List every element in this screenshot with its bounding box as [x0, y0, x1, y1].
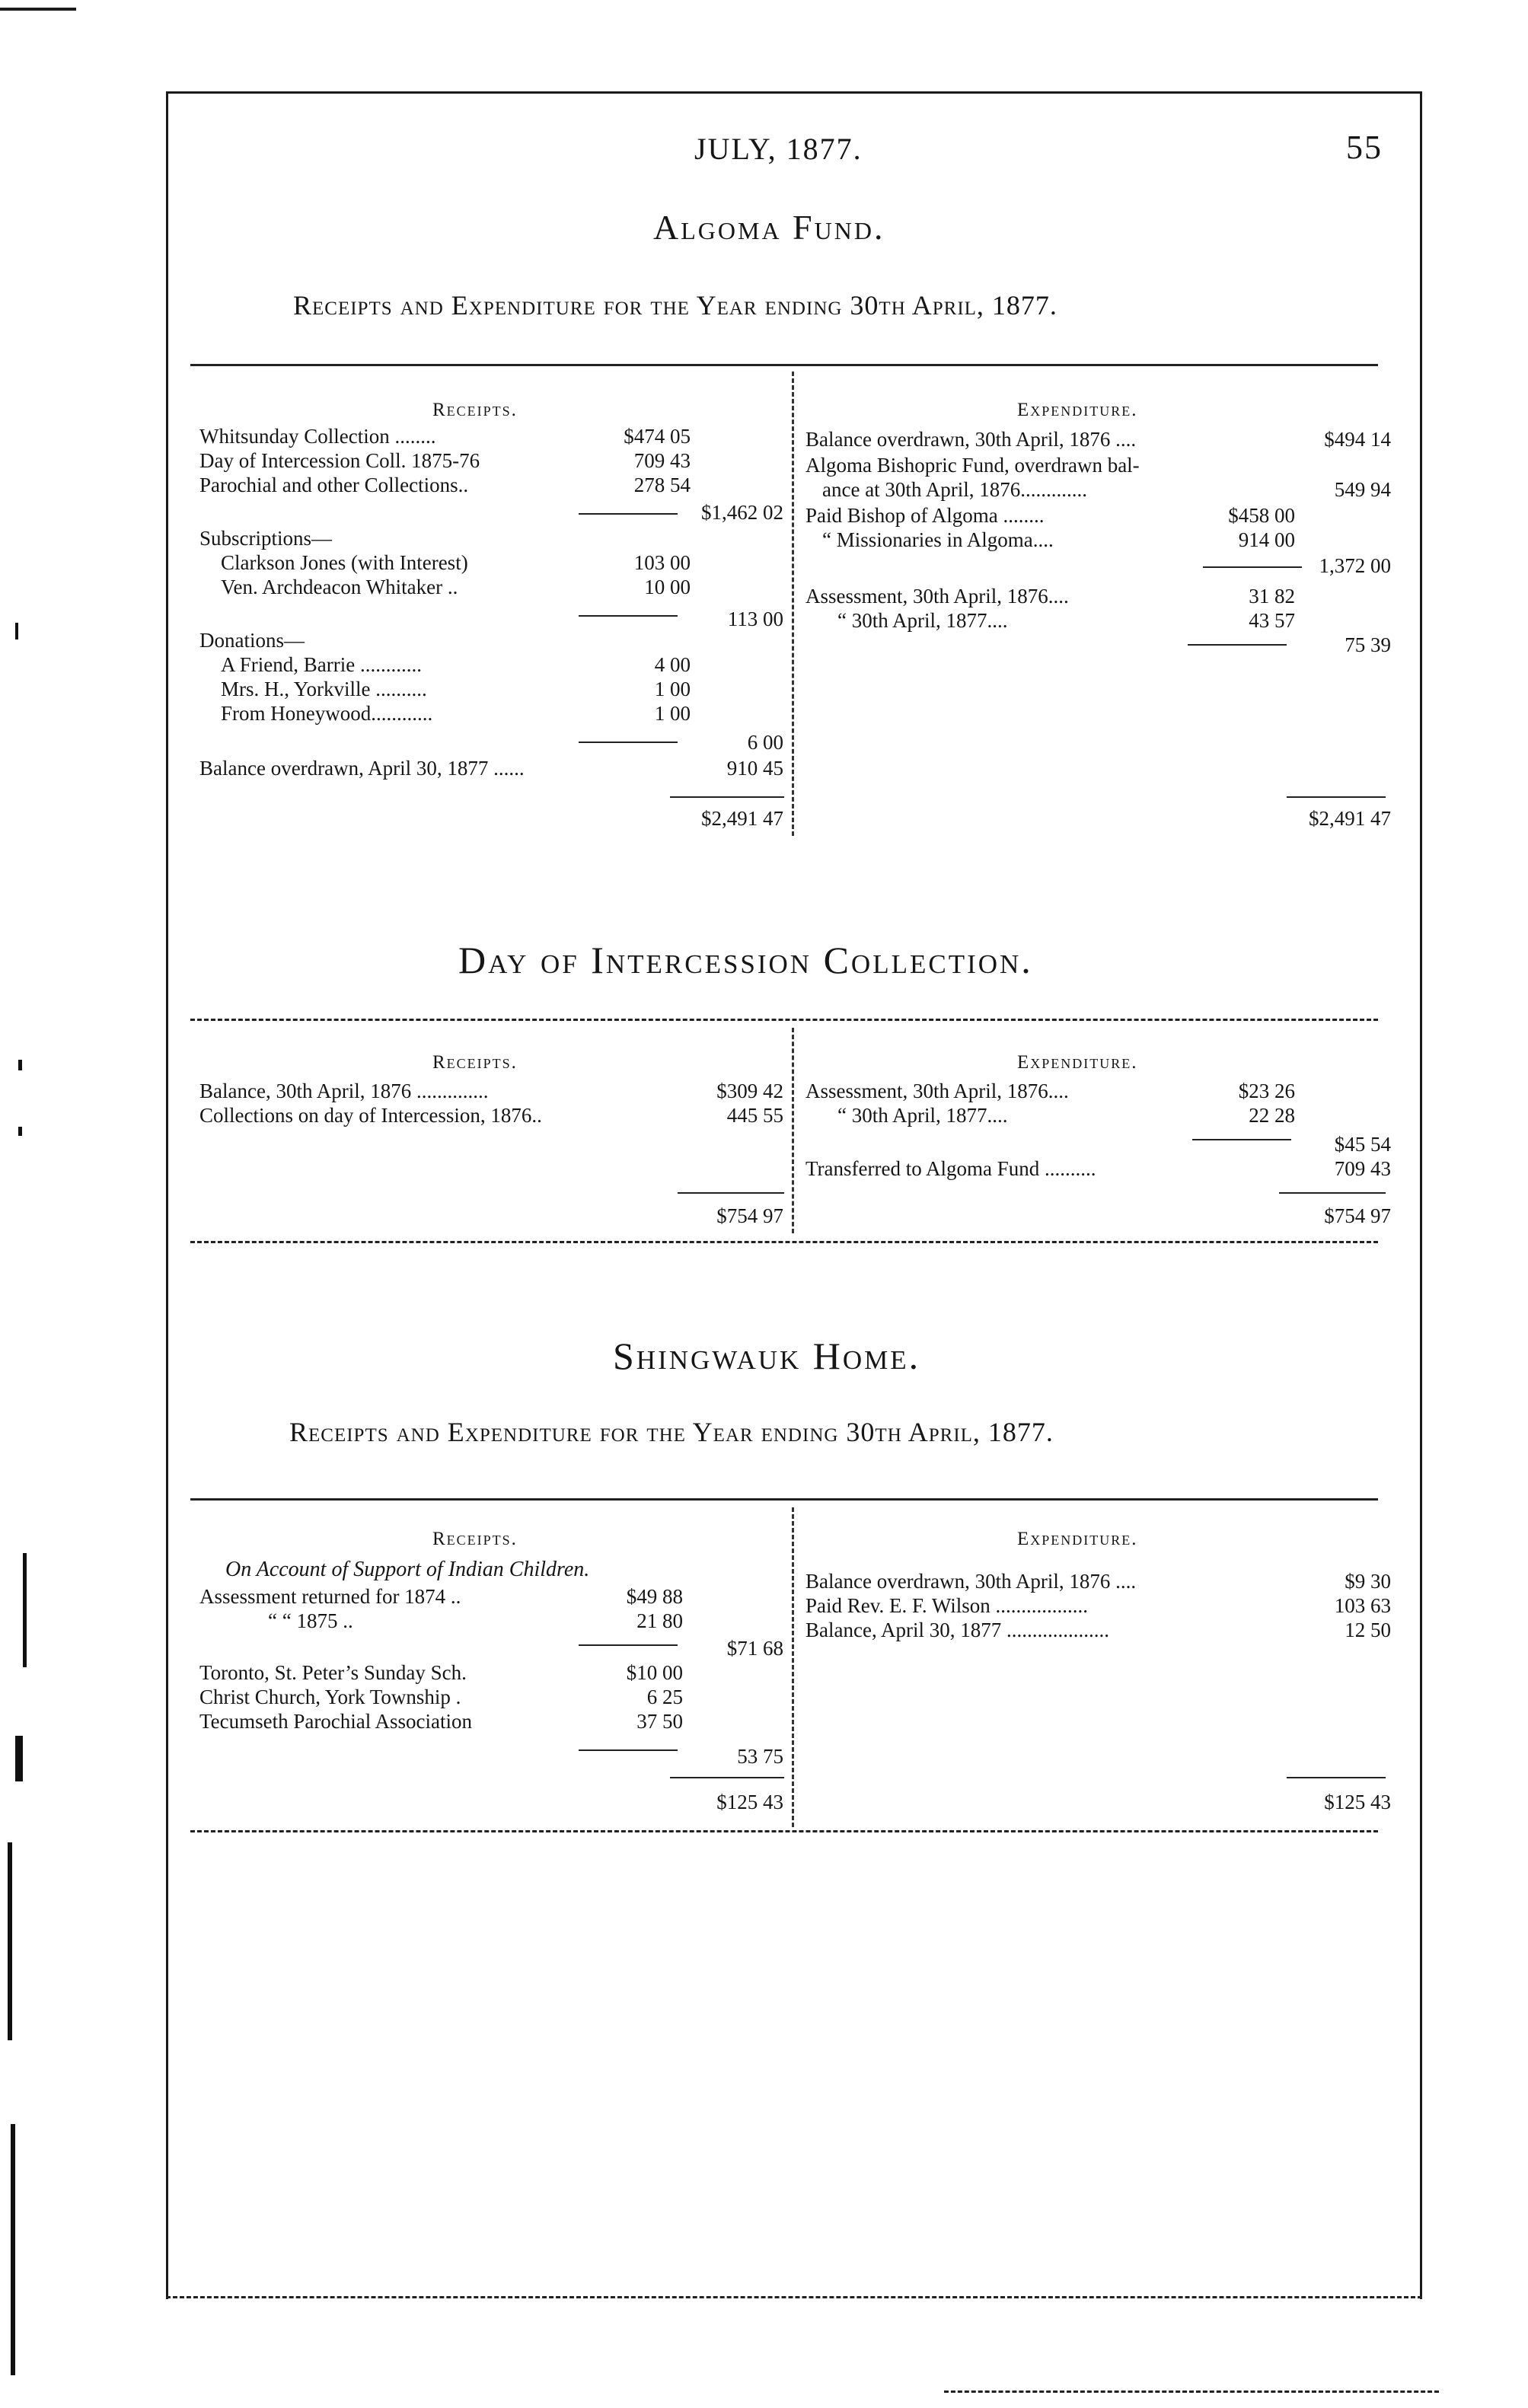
shingwauk-expenditure-amount: 12 50	[1345, 1619, 1391, 1641]
algoma-subtotal: 113 00	[727, 608, 783, 630]
shingwauk-bottom-rule	[190, 1830, 1378, 1832]
intercession-expenditure-label: Transferred to Algoma Fund ..........	[805, 1157, 1096, 1180]
subtotal-rule	[1188, 644, 1287, 646]
shingwauk-subtotal: $71 68	[726, 1637, 783, 1660]
donation-label: Mrs. H., Yorkville ..........	[221, 678, 427, 700]
total-rule	[678, 1192, 784, 1194]
algoma-subtotal: 6 00	[747, 731, 783, 754]
total-rule	[670, 796, 784, 798]
subtotal-rule	[579, 615, 678, 617]
total-rule	[670, 1777, 784, 1778]
shingwauk-receipts-total: $125 43	[716, 1791, 783, 1813]
subscription-amount: 103 00	[633, 551, 691, 574]
shingwauk-subtotal: 53 75	[737, 1745, 783, 1768]
shingwauk-expenditure-total: $125 43	[1324, 1791, 1391, 1813]
expenditure-amount: 43 57	[1249, 609, 1295, 632]
intercession-expenditure-amount: 709 43	[1334, 1157, 1391, 1180]
shingwauk-subtitle: Receipts and Expenditure for the Year ending 30th April, 1877.	[289, 1417, 1054, 1447]
frame-bottom	[166, 2296, 1422, 2298]
expenditure-amount: 31 82	[1249, 585, 1295, 608]
shingwauk-receipt-label: Tecumseth Parochial Association	[199, 1710, 473, 1733]
expenditure-label: Assessment, 30th April, 1876....	[805, 585, 1069, 608]
shingwauk-receipts-heading: Receipts.	[432, 1529, 518, 1549]
shingwauk-receipt-label: Assessment returned for 1874 ..	[199, 1585, 461, 1608]
subtotal-rule	[579, 742, 678, 743]
total-rule	[1287, 796, 1386, 798]
intercession-bottom-rule	[190, 1241, 1378, 1243]
algoma-receipt-label: Day of Intercession Coll. 1875-76	[199, 449, 480, 472]
margin-mark	[15, 623, 18, 639]
margin-mark	[8, 1842, 12, 2040]
algoma-receipt-label: Whitsunday Collection ........	[199, 425, 436, 448]
shingwauk-top-rule	[190, 1498, 1378, 1501]
shingwauk-receipt-label: Toronto, St. Peter’s Sunday Sch.	[199, 1661, 467, 1684]
intercession-receipt-label: Balance, 30th April, 1876 ..............	[199, 1080, 489, 1102]
expenditure-label: ance at 30th April, 1876.............	[822, 478, 1087, 501]
donation-label: From Honeywood............	[221, 702, 433, 725]
algoma-receipt-amount: 709 43	[633, 449, 691, 472]
algoma-receipt-amount: $474 05	[624, 425, 691, 448]
shingwauk-receipt-amount: 21 80	[636, 1609, 683, 1632]
subscription-label: Ven. Archdeacon Whitaker ..	[221, 576, 458, 598]
algoma-receipt-label: Parochial and other Collections..	[199, 474, 469, 496]
algoma-column-divider	[792, 372, 794, 836]
expenditure-label: Paid Bishop of Algoma ........	[805, 504, 1045, 527]
page-date: JULY, 1877.	[694, 132, 863, 166]
expenditure-amount: $458 00	[1228, 504, 1295, 527]
donation-amount: 1 00	[654, 678, 691, 700]
donation-amount: 1 00	[654, 702, 691, 725]
page-number: 55	[1346, 129, 1383, 166]
subtotal-rule	[579, 1644, 678, 1646]
shingwauk-receipt-amount: 37 50	[636, 1710, 683, 1733]
algoma-top-rule	[190, 364, 1378, 366]
subtotal-rule	[1203, 566, 1302, 568]
intercession-expenditure-label: Assessment, 30th April, 1876....	[805, 1080, 1069, 1102]
shingwauk-expenditure-amount: 103 63	[1334, 1594, 1391, 1617]
intercession-receipts-total: $754 97	[716, 1204, 783, 1227]
subtotal-rule	[579, 1749, 678, 1751]
intercession-expenditure-heading: Expenditure.	[1017, 1052, 1138, 1073]
subtotal-rule	[579, 513, 678, 515]
scan-edge	[944, 2390, 1439, 2393]
margin-mark	[18, 1060, 22, 1070]
intercession-expenditure-label: “ 30th April, 1877....	[837, 1104, 1008, 1127]
intercession-expenditure-subtotal: $45 54	[1334, 1133, 1391, 1156]
donation-amount: 4 00	[654, 653, 691, 676]
intercession-top-rule	[190, 1019, 1378, 1021]
expenditure-label: “ Missionaries in Algoma....	[822, 528, 1054, 551]
frame-left	[166, 91, 168, 2299]
total-rule	[1279, 1192, 1386, 1194]
algoma-title: Algoma Fund.	[653, 208, 885, 247]
shingwauk-expenditure-label: Balance overdrawn, 30th April, 1876 ....	[805, 1570, 1137, 1593]
subtotal-rule	[1192, 1139, 1291, 1140]
intercession-receipt-amount: $309 42	[716, 1080, 783, 1102]
algoma-expenditure-heading: Expenditure.	[1017, 400, 1138, 420]
shingwauk-expenditure-label: Balance, April 30, 1877 ....................	[805, 1619, 1109, 1641]
algoma-receipts-heading: Receipts.	[432, 400, 518, 420]
shingwauk-expenditure-heading: Expenditure.	[1017, 1529, 1138, 1549]
margin-mark	[11, 2124, 15, 2375]
expenditure-subtotal: 75 39	[1345, 633, 1391, 656]
algoma-receipts-total: $2,491 47	[701, 807, 783, 830]
margin-mark	[23, 1553, 27, 1667]
top-rule	[0, 8, 76, 11]
algoma-subtitle: Receipts and Expenditure for the Year ending 30th April, 1877.	[293, 290, 1057, 321]
shingwauk-receipt-label: Christ Church, York Township .	[199, 1686, 461, 1708]
shingwauk-italic-line: On Account of Support of Indian Children.	[225, 1558, 590, 1581]
total-rule	[1287, 1777, 1386, 1778]
expenditure-amount: 914 00	[1238, 528, 1295, 551]
donation-label: A Friend, Barrie ............	[221, 653, 422, 676]
expenditure-label: “ 30th April, 1877....	[837, 609, 1008, 632]
intercession-expenditure-amount: $23 26	[1238, 1080, 1295, 1102]
donations-heading: Donations—	[199, 629, 305, 652]
algoma-expenditure-total: $2,491 47	[1309, 807, 1391, 830]
expenditure-subtotal: 1,372 00	[1319, 554, 1391, 577]
subscription-amount: 10 00	[644, 576, 691, 598]
intercession-receipt-amount: 445 55	[726, 1104, 783, 1127]
subscription-label: Clarkson Jones (with Interest)	[221, 551, 468, 574]
shingwauk-expenditure-label: Paid Rev. E. F. Wilson ..................	[805, 1594, 1089, 1617]
shingwauk-receipt-amount: $10 00	[626, 1661, 683, 1684]
algoma-receipt-amount: 278 54	[633, 474, 691, 496]
expenditure-label: Algoma Bishopric Fund, overdrawn bal-	[805, 454, 1140, 477]
expenditure-amount: 549 94	[1334, 478, 1391, 501]
margin-mark	[15, 1736, 23, 1781]
subscriptions-heading: Subscriptions—	[199, 527, 333, 550]
margin-mark	[18, 1127, 22, 1136]
shingwauk-expenditure-amount: $9 30	[1345, 1570, 1391, 1593]
expenditure-amount: $494 14	[1324, 428, 1391, 451]
shingwauk-receipt-amount: $49 88	[626, 1585, 683, 1608]
frame-right	[1420, 91, 1422, 2299]
shingwauk-receipt-amount: 6 25	[646, 1686, 683, 1708]
intercession-expenditure-total: $754 97	[1324, 1204, 1391, 1227]
intercession-receipt-label: Collections on day of Intercession, 1876..	[199, 1104, 542, 1127]
balance-amount: 910 45	[726, 757, 783, 780]
intercession-expenditure-amount: 22 28	[1249, 1104, 1295, 1127]
frame-top	[166, 91, 1422, 94]
balance-label: Balance overdrawn, April 30, 1877 ......	[199, 757, 525, 780]
shingwauk-receipt-label: “ “ 1875 ..	[268, 1609, 353, 1632]
intercession-title: Day of Intercession Collection.	[458, 939, 1033, 981]
expenditure-label: Balance overdrawn, 30th April, 1876 ....	[805, 428, 1137, 451]
algoma-subtotal: $1,462 02	[701, 501, 783, 524]
intercession-column-divider	[792, 1028, 794, 1233]
shingwauk-column-divider	[792, 1507, 794, 1827]
intercession-receipts-heading: Receipts.	[432, 1052, 518, 1073]
shingwauk-title: Shingwauk Home.	[613, 1335, 921, 1377]
